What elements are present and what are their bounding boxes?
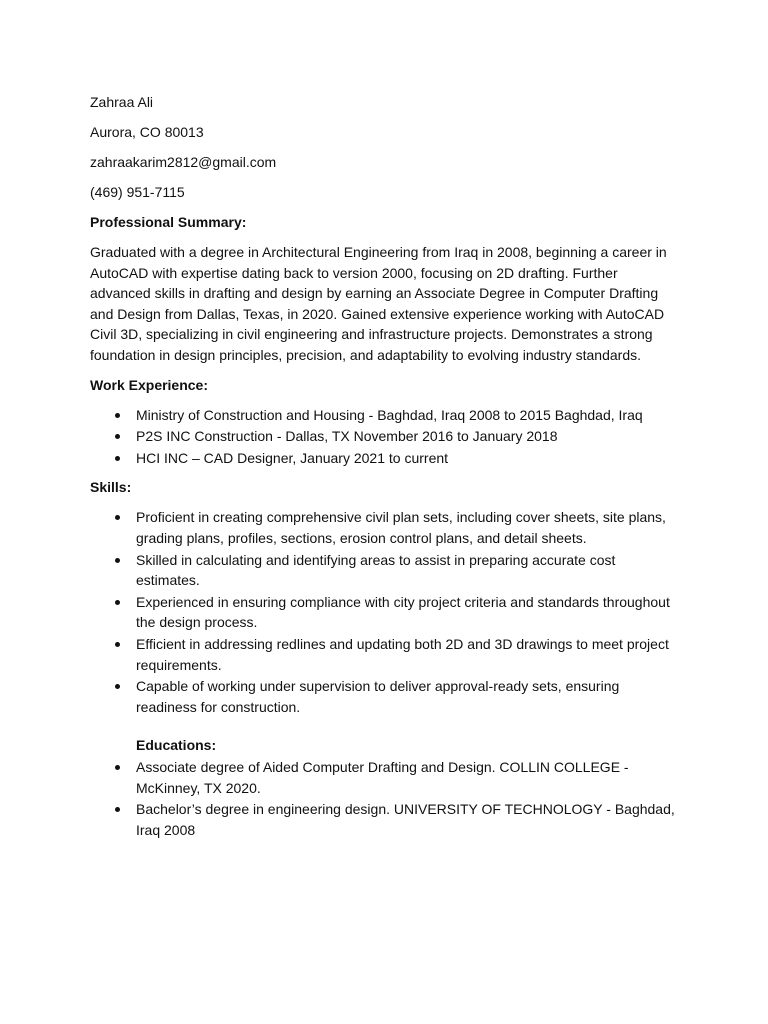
work-item: P2S INC Construction - Dallas, TX November 2016 to January 2018 [90,426,682,447]
resume-page [90,92,682,842]
contact-location: Aurora, CO 80013 [90,124,204,140]
work-heading: Work Experience: [90,376,209,393]
work-list [90,405,682,469]
skill-item: Capable of working under supervision to deliver approval-ready sets, ensuring readiness for construction. [90,676,682,717]
education-item: Bachelor’s degree in engineering design. UNIVERSITY OF TECHNOLOGY - Baghdad, Iraq 2008 [90,799,682,840]
summary-heading: Professional Summary: [90,214,247,230]
skill-item: Proficient in creating comprehensive civil plan sets, including cover sheets, site plans, grading plans, profiles, sections, erosion control plans, and detail sheets. [90,507,682,548]
contact-phone: (469) 951-7115 [90,184,185,200]
skills-list [90,507,682,717]
education-list [90,757,682,840]
skill-item: Experienced in ensuring compliance with city project criteria and standards throughout the design process. [90,592,682,633]
work-item: HCI INC – CAD Designer, January 2021 to current [90,448,682,469]
education-heading: Educations: [136,737,217,754]
skill-item: Skilled in calculating and identifying areas to assist in preparing accurate cost estimates. [90,550,682,591]
contact-name: Zahraa Ali [90,94,154,110]
contact-email: zahraakarim2812@gmail.com [90,154,277,170]
summary-text: Graduated with a degree in Architectural Engineering from Iraq in 2008, beginning a career in AutoCAD with expertise dating back to version 2000, focusing on 2D drafting. Further advanced skills in drafting and design by earning an Associate Degree in Computer Drafting and Design from Dallas, Texas, in 2020. Gained extensive experience working with AutoCAD Civil 3D, specializing in civil engineering and infrastructure projects. Demonstrates a strong foundation in design principles, precision, and adaptability to evolving industry standards. [90,244,667,363]
skill-item: Efficient in addressing redlines and updating both 2D and 3D drawings to meet project requirements. [90,634,682,675]
work-item: Ministry of Construction and Housing - Baghdad, Iraq 2008 to 2015 Baghdad, Iraq [90,405,682,426]
skills-heading: Skills: [90,479,132,496]
education-item: Associate degree of Aided Computer Drafting and Design. COLLIN COLLEGE - McKinney, TX 2020. [90,757,682,798]
